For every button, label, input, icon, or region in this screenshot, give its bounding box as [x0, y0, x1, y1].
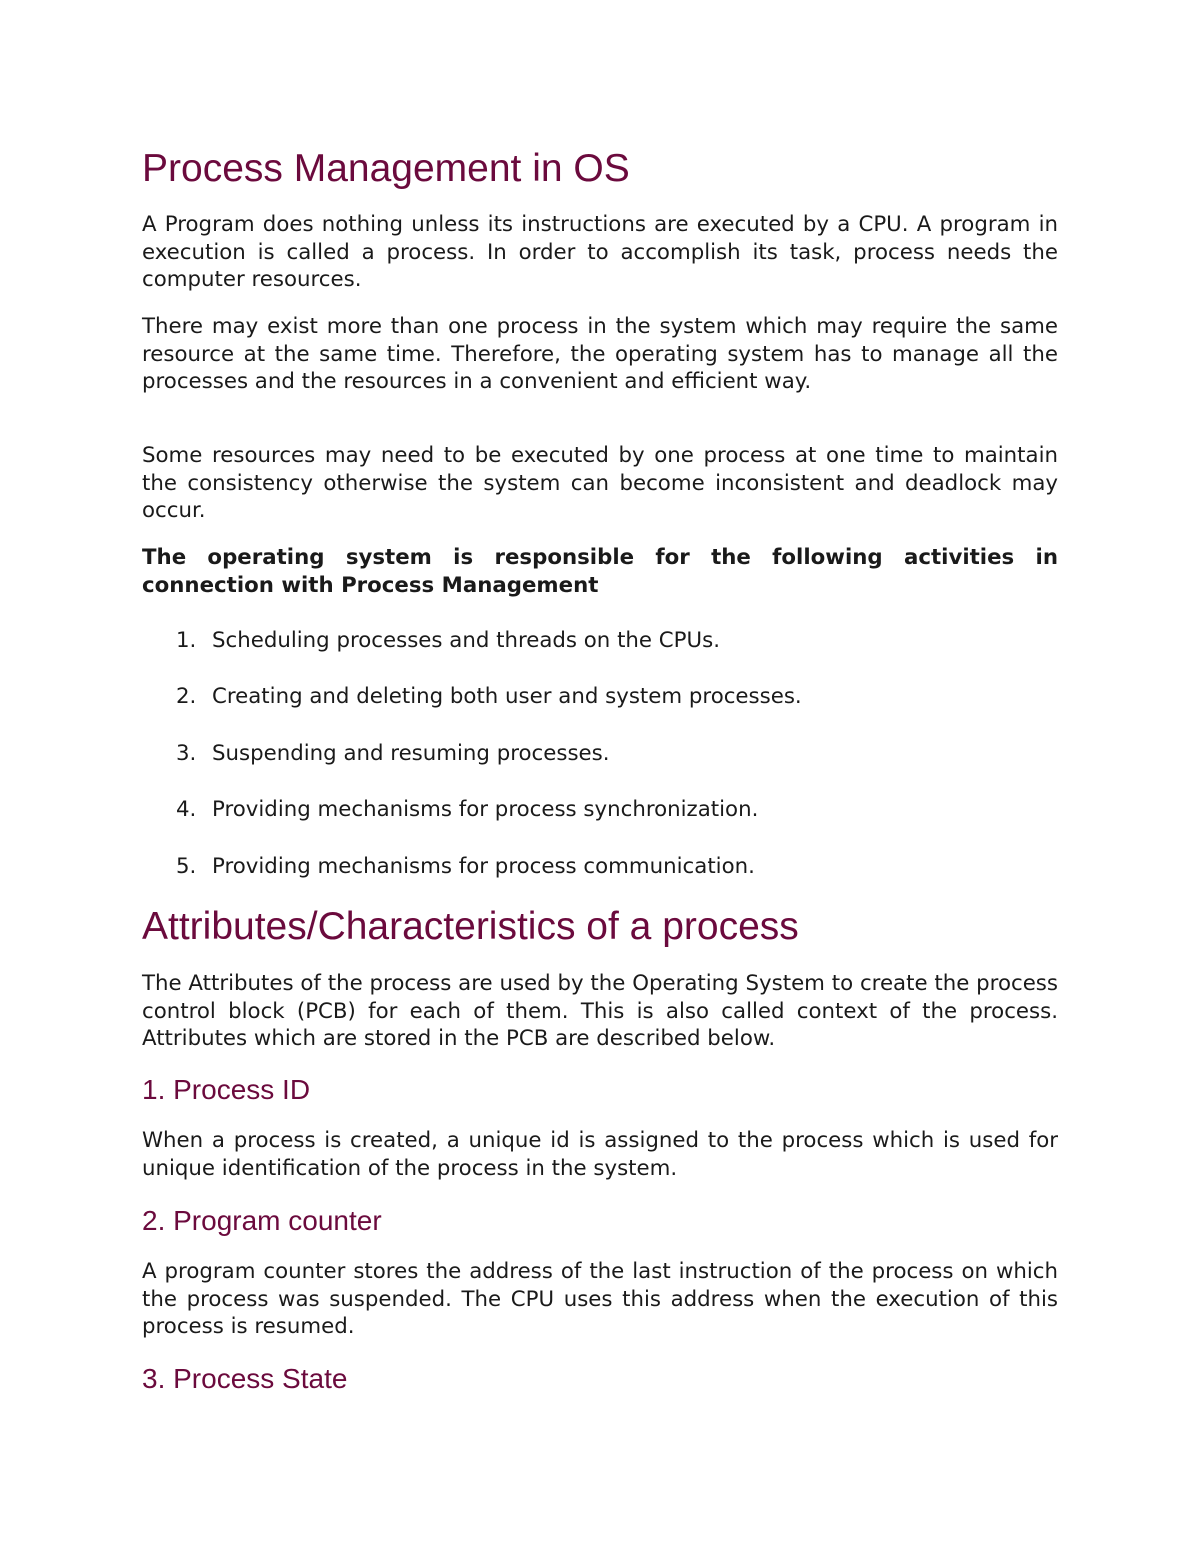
list-item-text: Scheduling processes and threads on the CPUs.	[212, 628, 720, 653]
list-item-number: 1.	[176, 628, 197, 653]
intro-paragraph-1: A Program does nothing unless its instructions are executed by a CPU. A program in execution is called a process. In order to accomplish its task, process needs the computer resources.	[142, 212, 1058, 293]
list-item-number: 2.	[176, 684, 197, 709]
list-item	[176, 683, 1056, 711]
document-page	[142, 0, 1058, 1553]
section-title: Attributes/Characteristics of a process	[142, 905, 799, 948]
intro-paragraph-2: There may exist more than one process in the system which may require the same resource at the same time. Therefore, the operating system has to manage all the processes and the resources in a convenient and efficient way.	[142, 314, 1058, 395]
process-id-paragraph: When a process is created, a unique id is assigned to the process which is used for unique identification of the process in the system.	[142, 1128, 1058, 1181]
list-item	[176, 740, 1056, 768]
subsection-heading-process-state: 3. Process State	[142, 1363, 348, 1394]
list-item	[176, 796, 1056, 824]
activities-heading: The operating system is responsible for the following activities in connection with Process Management	[142, 545, 1058, 598]
subsection-heading-program-counter: 2. Program counter	[142, 1205, 382, 1236]
list-item-number: 5.	[176, 854, 197, 879]
list-item-text: Suspending and resuming processes.	[212, 741, 610, 766]
attributes-intro: The Attributes of the process are used by the Operating System to create the process control block (PCB) for each of them. This is also called context of the process. Attributes which are stored in the PCB are described below.	[142, 971, 1058, 1052]
program-counter-paragraph: A program counter stores the address of the last instruction of the process on which the process was suspended. The CPU uses this address when the execution of this process is resumed.	[142, 1259, 1058, 1340]
list-item	[176, 627, 1056, 655]
list-item-number: 3.	[176, 741, 197, 766]
list-item-text: Creating and deleting both user and system processes.	[212, 684, 802, 709]
list-item-text: Providing mechanisms for process synchronization.	[212, 797, 759, 822]
subsection-heading-process-id: 1. Process ID	[142, 1074, 311, 1105]
list-item-text: Providing mechanisms for process communication.	[212, 854, 755, 879]
list-item	[176, 853, 1056, 881]
page-title: Process Management in OS	[142, 147, 630, 190]
list-item-number: 4.	[176, 797, 197, 822]
intro-paragraph-3: Some resources may need to be executed by one process at one time to maintain the consistency otherwise the system can become inconsistent and deadlock may occur.	[142, 443, 1058, 524]
